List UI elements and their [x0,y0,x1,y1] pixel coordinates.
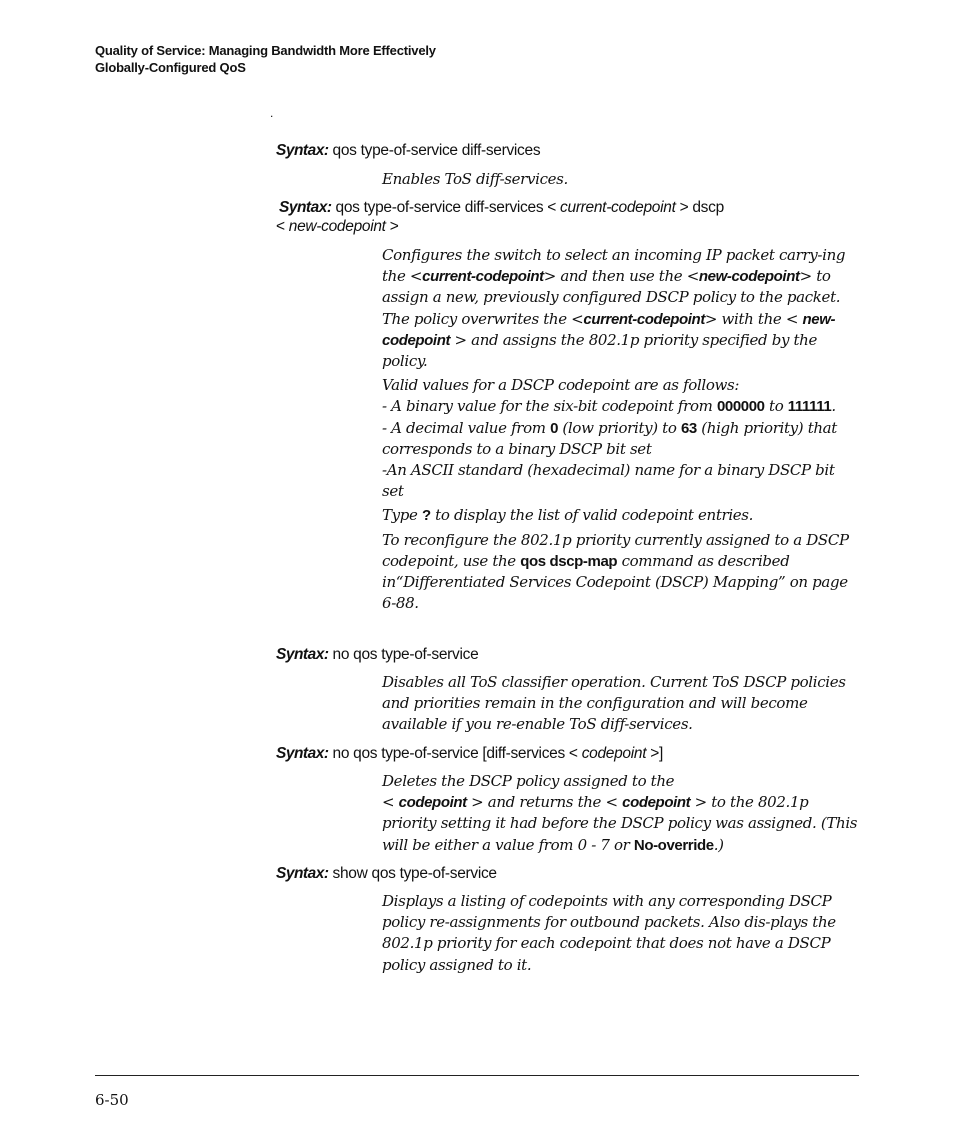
command-text: > dscp [675,199,724,216]
syntax-line-dscp-map-cont [276,217,398,236]
stray-mark: . [270,106,274,120]
footer-rule [95,1075,859,1076]
running-header [95,42,436,76]
syntax-label: Syntax: [279,199,332,216]
command-text: show qos type-of-service [332,865,497,882]
header-chapter-title: Quality of Service: Managing Bandwidth More Effectively [95,43,436,58]
description-paragraph: Type ? to display the list of valid codepoint entries. [382,506,754,525]
description-text: Enables ToS diff-services. [382,170,568,188]
description-text: Disables all ToS classifier operation. Current ToS DSCP policies and priorities remain in the configuration and will become available if you re-enable ToS diff-services. [382,673,846,734]
syntax-line-show [276,864,497,883]
command-text: no qos type-of-service [332,646,479,663]
description-disable [382,672,858,736]
command-text: > [385,218,399,235]
command-text: no qos type-of-service [diff-services < [332,745,582,762]
page-number: 6-50 [95,1091,129,1109]
command-text: >] [646,745,663,762]
syntax-line-delete-policy [276,744,663,763]
description-paragraph: - A decimal value from 0 (low priority) to 63 (high priority) that corresponds to a binary DSCP bit set [382,418,837,458]
command-text: < [276,218,289,235]
command-param: current-codepoint [560,199,676,216]
description-paragraph: To reconfigure the 802.1p priority currently assigned to a DSCP codepoint, use the qos dscp-map command as described in“Differentiated Services Codepoint (DSCP) Mapping” on page 6-88. [382,530,849,613]
syntax-label: Syntax: [276,865,329,882]
command-param: new-codepoint [288,218,386,235]
description-text: Deletes the DSCP policy assigned to the < codepoint > and returns the < codepoint > to the 802.1p priority setting it had before the DSCP policy was assigned. (This will be either a value from 0 - 7 or No-override.) [382,772,858,854]
description-dscp-map [382,245,858,614]
syntax-label: Syntax: [276,745,329,762]
syntax-line-enable [276,141,540,160]
command-text: qos type-of-service diff-services < [335,199,561,216]
description-text: Displays a listing of codepoints with any corresponding DSCP policy re-assignments for outbound packets. Also dis-plays the 802.1p priority for each codepoint that does not have a DSCP policy assigned to it. [382,892,836,974]
syntax-label: Syntax: [276,646,329,663]
command-param: codepoint [581,745,647,762]
description-show [382,891,858,976]
syntax-label: Syntax: [276,142,329,159]
description-paragraph: Valid values for a DSCP codepoint are as follows: [382,376,740,395]
description-paragraph: Configures the switch to select an incoming IP packet carry-ing the <current-codepoint> and then use the <new-codepoint> to assign a new, previously configured DSCP policy to the packet. The policy overwrites the <current-codepoint> with the < new-codepoint > and assigns the 802.1p priority specified by the policy. [382,246,846,371]
syntax-line-dscp-map [279,198,724,217]
command-text: qos type-of-service diff-services [332,142,541,159]
description-enable [382,169,858,190]
header-section-title: Globally-Configured QoS [95,60,246,75]
description-paragraph: - A binary value for the six-bit codepoint from 000000 to 111111. [382,397,836,416]
syntax-line-disable [276,645,478,664]
description-paragraph: -An ASCII standard (hexadecimal) name for a binary DSCP bit set [382,461,835,501]
description-delete-policy [382,771,858,856]
